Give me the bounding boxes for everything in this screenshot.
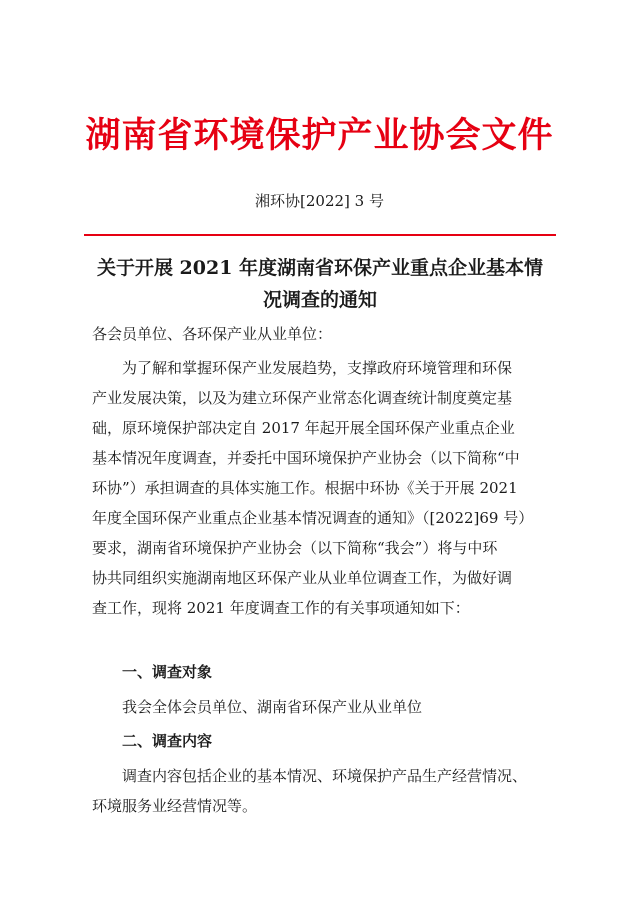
paragraph-line: 产业发展决策，以及为建立环保产业常态化调查统计制度奠定基 <box>92 389 513 407</box>
paragraph-line: 调查内容包括企业的基本情况、环境保护产品生产经营情况、 <box>122 767 528 785</box>
header-divider <box>84 234 556 236</box>
section-heading-text: 二、调查内容 <box>122 732 213 750</box>
section-heading-text: 一、调查对象 <box>122 663 213 681</box>
notice-title-line: 况调查的通知 <box>262 289 377 311</box>
paragraph-line: 环协”）承担调查的具体实施工作。根据中环协《关于开展 2021 <box>92 479 518 497</box>
document-header-title: 湖南省环境保护产业协会文件 <box>85 115 554 156</box>
notice-title-line: 关于开展 2021 年度湖南省环保产业重点企业基本情 <box>96 257 544 279</box>
paragraph-line: 协共同组织实施湖南地区环保产业从业单位调查工作，为做好调 <box>92 569 513 587</box>
section-heading-2 <box>92 726 554 756</box>
paragraph-line: 查工作，现将 2021 年度调查工作的有关事项通知如下： <box>92 599 470 617</box>
paragraph-line: 要求，湖南省环境保护产业协会（以下简称“我会”）将与中环 <box>92 539 498 557</box>
document-number: 湘环协[2022] 3 号 <box>255 192 384 210</box>
paragraph-intro <box>92 353 554 623</box>
paragraph-line: 基本情况年度调查，并委托中国环境保护产业协会（以下简称“中 <box>92 449 520 467</box>
section-heading-1 <box>92 657 554 687</box>
paragraph-line: 为了解和掌握环保产业发展趋势，支撑政府环境管理和环保 <box>122 359 513 377</box>
section-1-text <box>92 692 554 722</box>
section-2-text <box>92 761 554 821</box>
paragraph-line: 础，原环境保护部决定自 2017 年起开展全国环保产业重点企业 <box>92 419 515 437</box>
notice-title <box>84 253 556 315</box>
paragraph-line: 年度全国环保产业重点企业基本情况调查的通知》（[2022]69 号） <box>92 509 534 527</box>
addressee-text: 各会员单位、各环保产业从业单位： <box>92 325 333 343</box>
paragraph-line: 环境服务业经营情况等。 <box>92 797 258 815</box>
addressee <box>92 319 554 349</box>
paragraph-line: 我会全体会员单位、湖南省环保产业从业单位 <box>122 698 423 716</box>
